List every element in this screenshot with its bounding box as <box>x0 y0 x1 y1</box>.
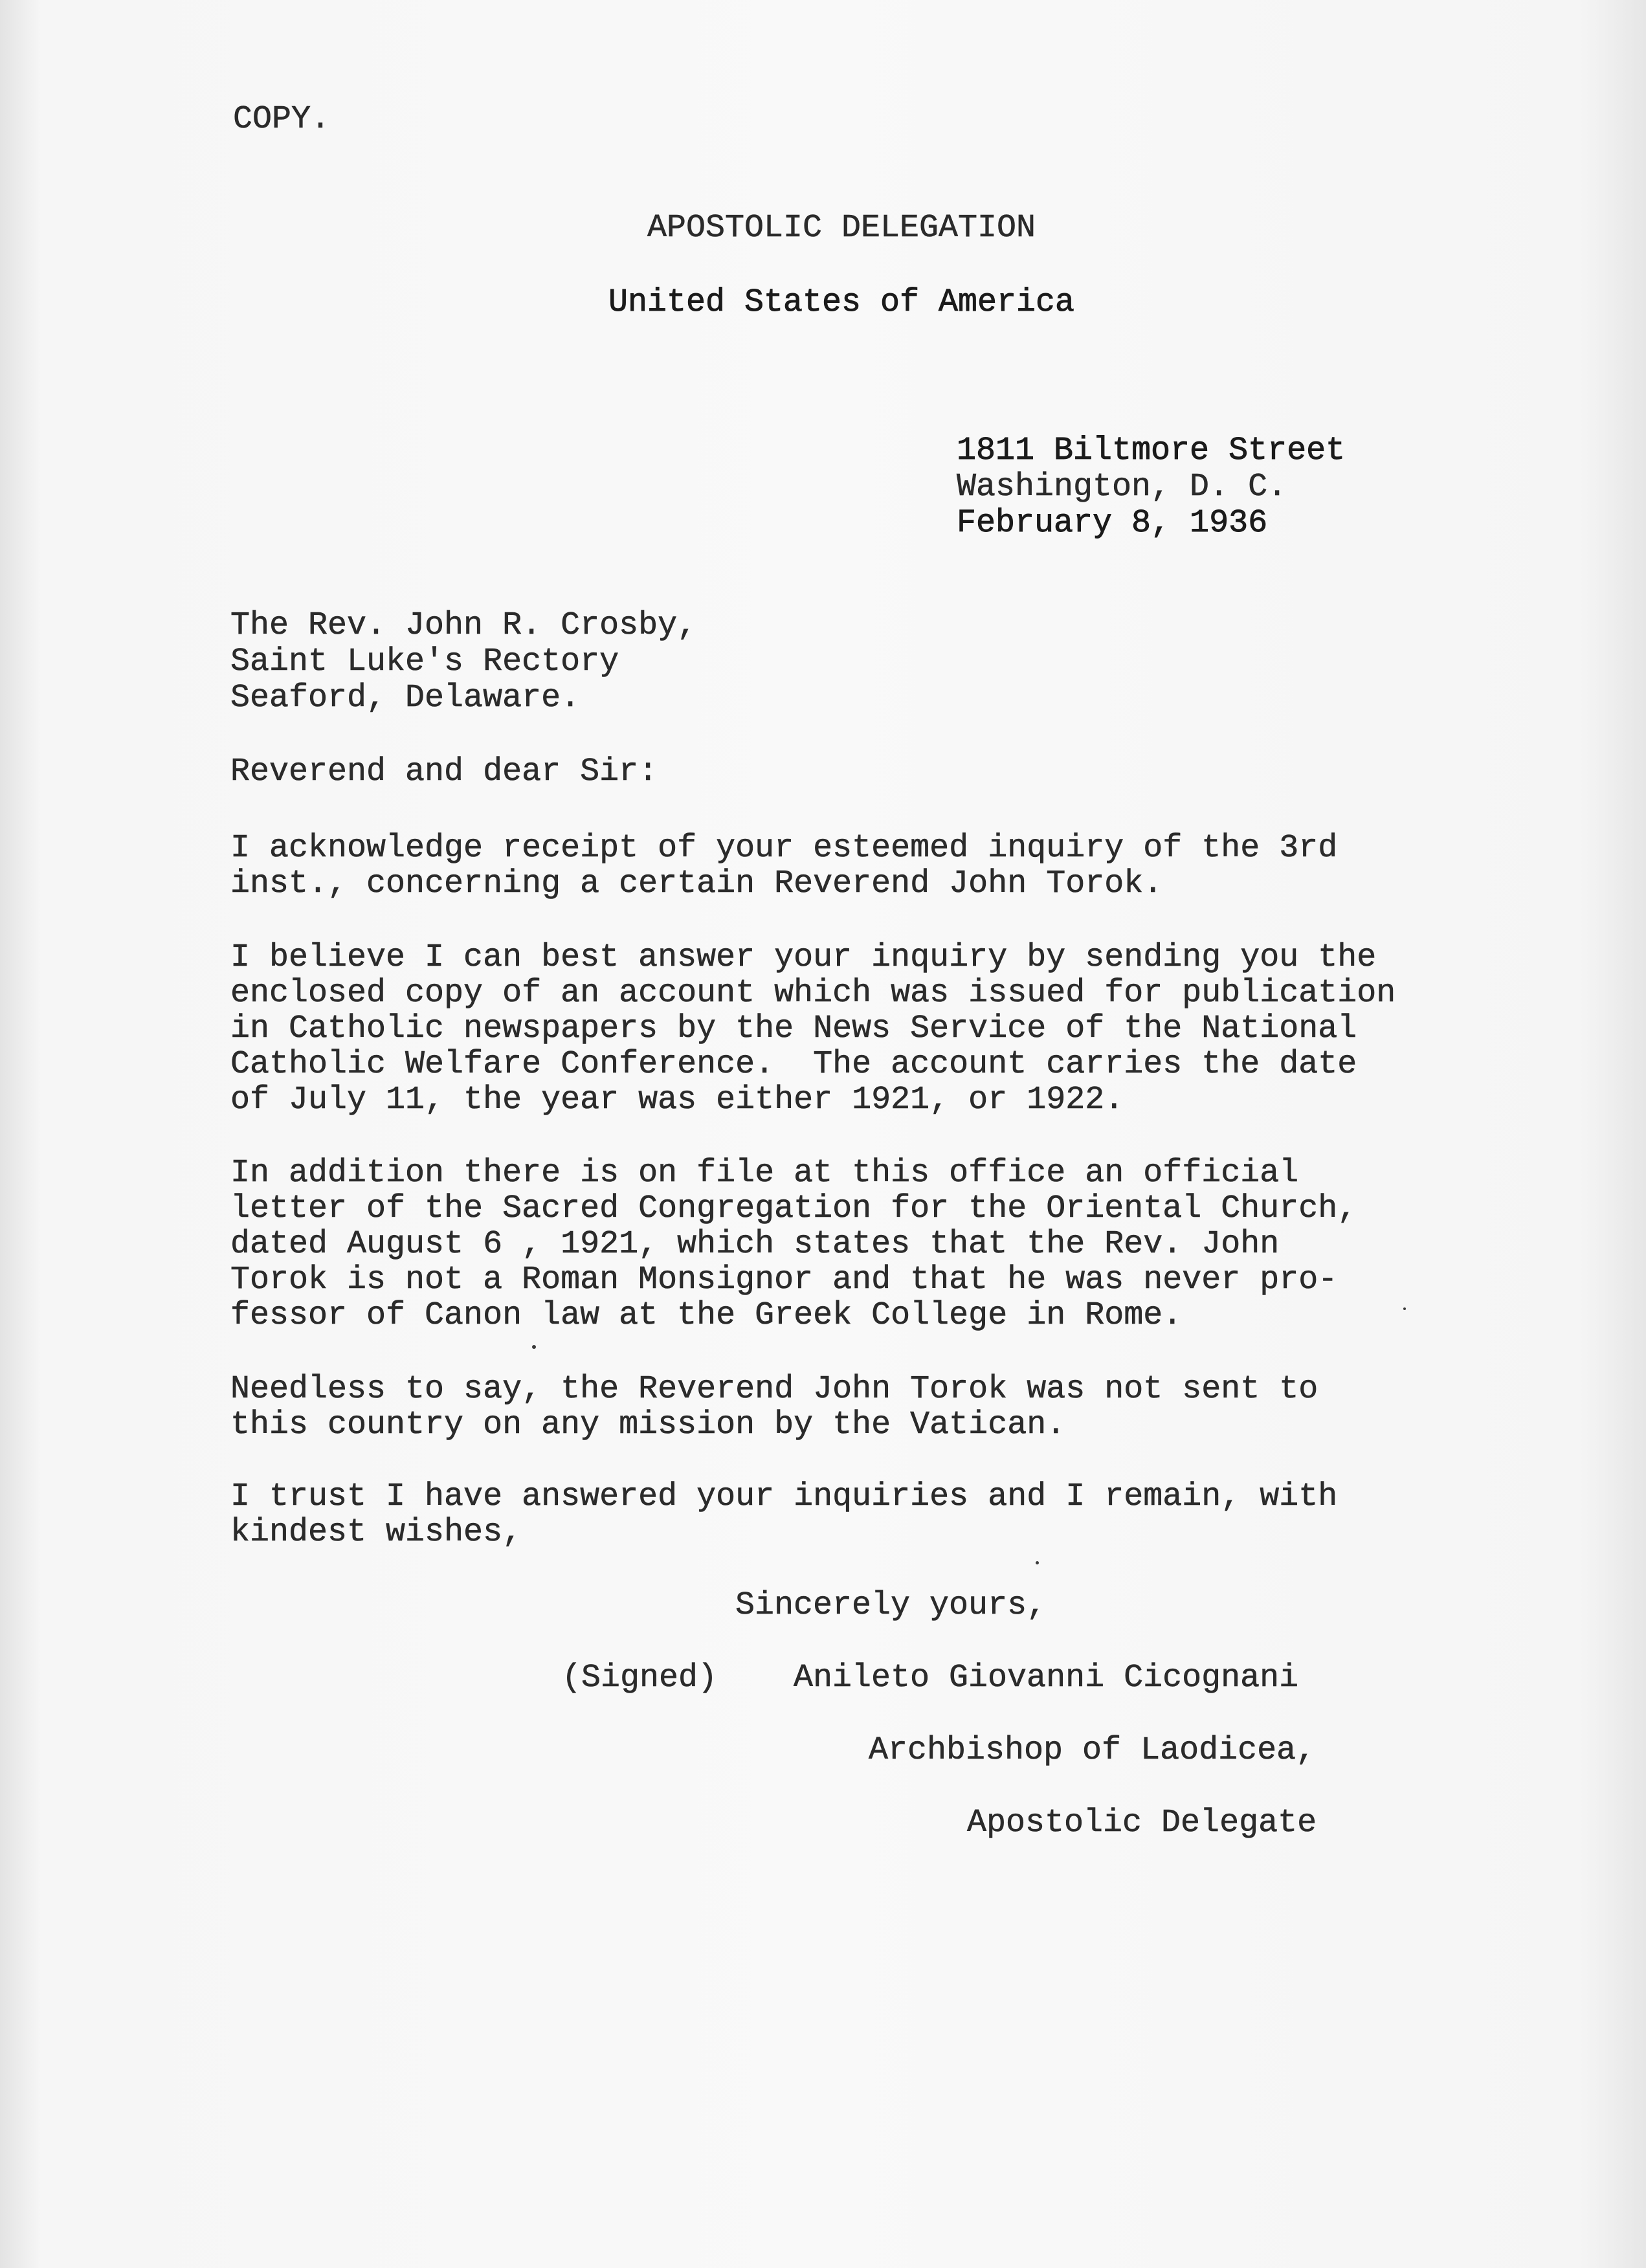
body-line: in Catholic newspapers by the News Service of the National <box>230 1010 1357 1047</box>
body-line: of July 11, the year was either 1921, or 1922. <box>230 1082 1124 1118</box>
paper-speck <box>1036 1561 1039 1564</box>
body-line: I trust I have answered your inquiries and I remain, with <box>230 1478 1338 1515</box>
body-line: Catholic Welfare Conference. The account carries the date <box>230 1046 1357 1083</box>
body-line: Torok is not a Roman Monsignor and that he was never pro- <box>230 1262 1338 1298</box>
letter-date: February 8, 1936 <box>957 505 1268 542</box>
sender-street: 1811 Biltmore Street <box>957 432 1346 469</box>
letterhead-title: APOSTOLIC DELEGATION <box>647 210 1036 247</box>
paper-speck <box>532 1345 536 1349</box>
recipient-rectory: Saint Luke's Rectory <box>230 643 619 680</box>
body-line: inst., concerning a certain Reverend John Torok. <box>230 865 1163 902</box>
salutation: Reverend and dear Sir: <box>230 753 658 790</box>
copy-mark: COPY. <box>233 101 331 138</box>
signer-name: Anileto Giovanni Cicognani <box>794 1660 1299 1696</box>
closing: Sincerely yours, <box>735 1587 1047 1624</box>
signer-title: Archbishop of Laodicea, <box>869 1732 1316 1769</box>
body-line: enclosed copy of an account which was issued for publication <box>230 975 1396 1012</box>
body-line: Needless to say, the Reverend John Torok was not sent to <box>230 1371 1318 1408</box>
body-line: I acknowledge receipt of your esteemed inquiry of the 3rd <box>230 830 1338 867</box>
signer-office: Apostolic Delegate <box>967 1805 1317 1841</box>
recipient-name: The Rev. John R. Crosby, <box>230 607 697 644</box>
sender-city: Washington, D. C. <box>957 469 1287 506</box>
signed-label: (Signed) <box>562 1660 718 1696</box>
body-line: I believe I can best answer your inquiry by sending you the <box>230 939 1377 976</box>
body-line: dated August 6 , 1921, which states that the Rev. John <box>230 1226 1280 1263</box>
body-line: kindest wishes, <box>230 1514 522 1551</box>
body-line: letter of the Sacred Congregation for the Oriental Church, <box>230 1190 1357 1227</box>
body-line: this country on any mission by the Vatican. <box>230 1406 1066 1443</box>
recipient-town: Seaford, Delaware. <box>230 680 581 717</box>
letterhead-subtitle: United States of America <box>608 284 1075 321</box>
body-line: fessor of Canon law at the Greek College in Rome. <box>230 1297 1183 1334</box>
paper-speck <box>1403 1307 1406 1310</box>
body-line: In addition there is on file at this office an official <box>230 1155 1299 1192</box>
